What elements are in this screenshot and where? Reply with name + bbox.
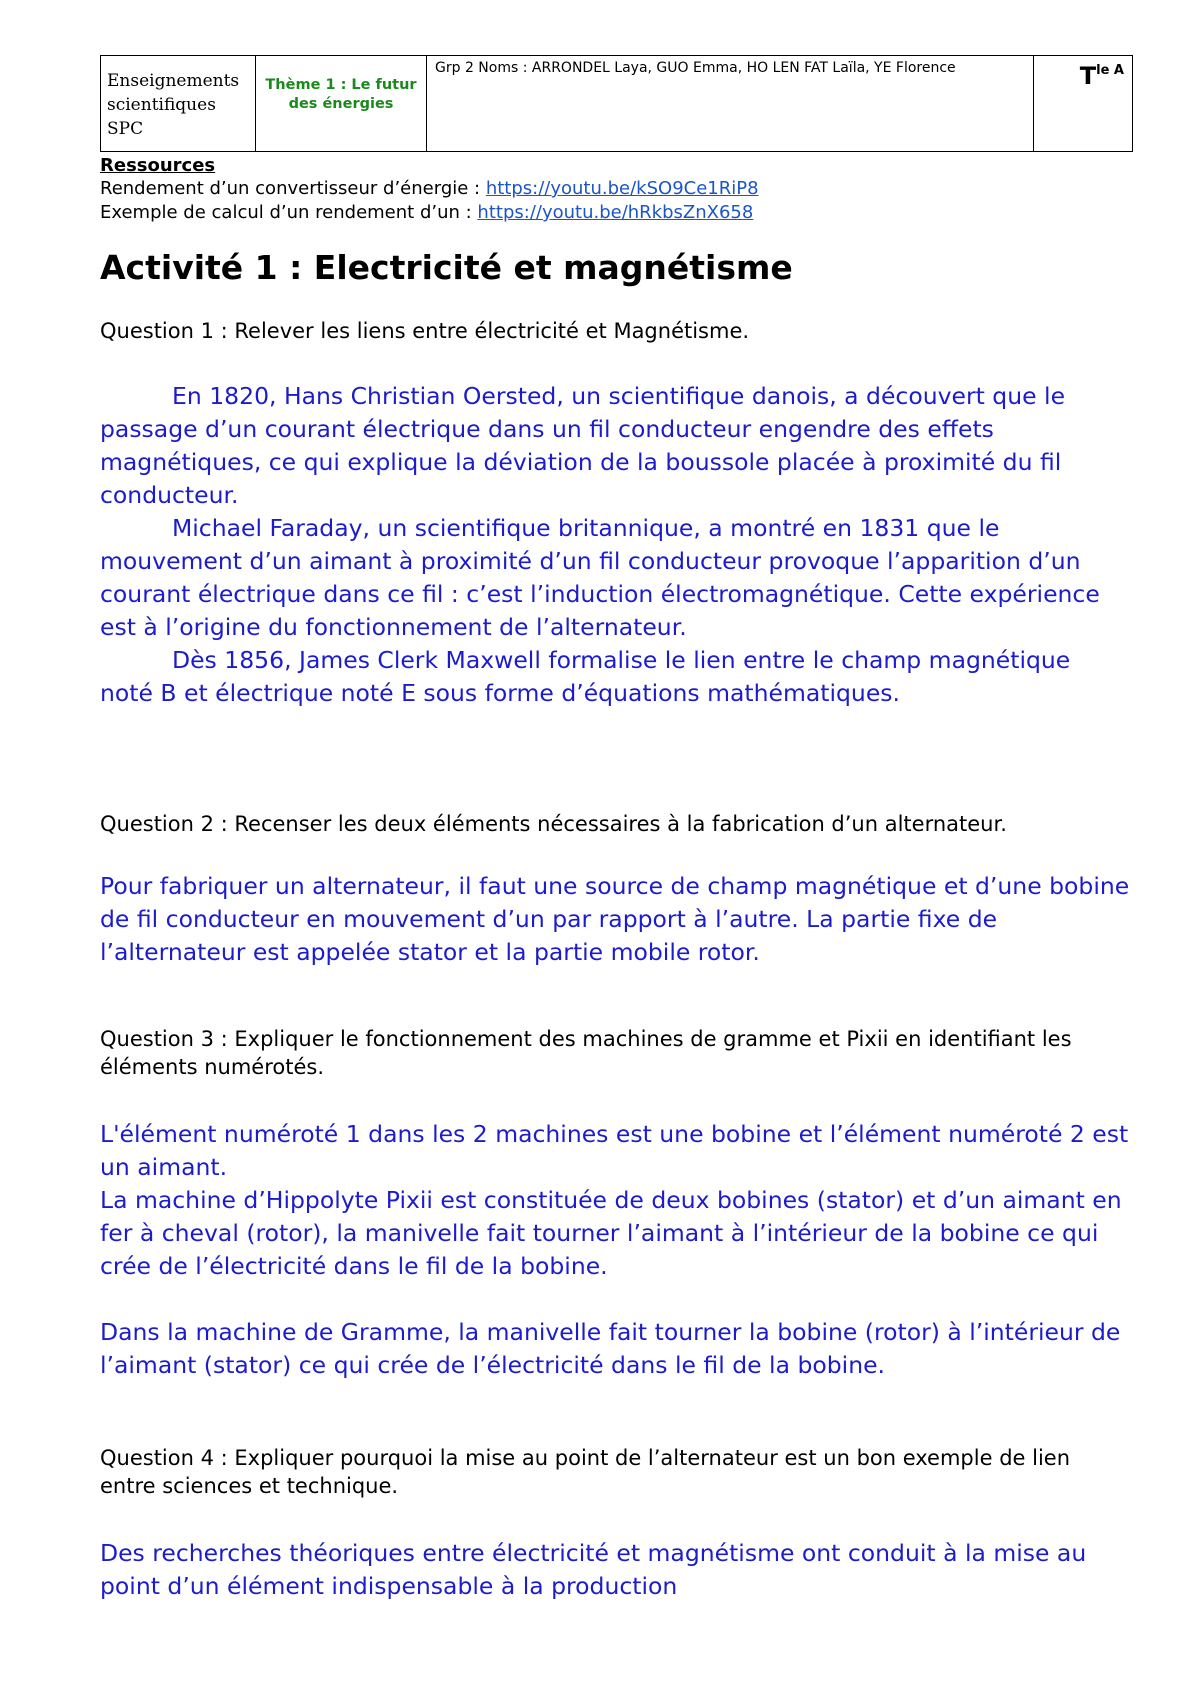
answer-paragraph: Michael Faraday, un scientifique britannique, a montré en 1831 que le mouvement d’un aimant à proximité d’un fil conducteur provoque l’apparition d’un courant électrique dans ce fil : c’est l’induction électromagnétique. Cette expérience est à l’origine du fonctionnement de l’alternateur. (100, 514, 1100, 641)
subject-line: SPC (107, 119, 144, 139)
resource-line-1 (100, 177, 1130, 201)
theme-cell: Thème 1 : Le futur des énergies (256, 56, 427, 151)
subject-line: Enseignements (107, 71, 240, 91)
class-letter: T (1079, 62, 1097, 90)
resource-line-2 (100, 201, 1130, 225)
subject-cell (101, 56, 256, 151)
resource-link-2[interactable]: https://youtu.be/hRkbsZnX658 (477, 202, 754, 223)
header-table (100, 55, 1133, 152)
question-2: Question 2 : Recenser les deux éléments nécessaires à la fabrication d’un alternateur. (100, 812, 1007, 836)
activity-title: Activité 1 : Electricité et magnétisme (100, 248, 793, 287)
answer-paragraph: Dès 1856, James Clerk Maxwell formalise le lien entre le champ magnétique noté B et électrique noté E sous forme d’équations mathématiques. (100, 646, 1071, 707)
resource-label: Exemple de calcul d’un rendement d’un : (100, 202, 478, 223)
resource-label: Rendement d’un convertisseur d’énergie : (100, 178, 486, 199)
resource-link-1[interactable]: https://youtu.be/kSO9Ce1RiP8 (485, 178, 759, 199)
group-names-cell: Grp 2 Noms : ARRONDEL Laya, GUO Emma, HO LEN FAT Laïla, YE Florence (427, 56, 1034, 151)
answer-3 (100, 1118, 1130, 1382)
answer-paragraph: En 1820, Hans Christian Oersted, un scientifique danois, a découvert que le passage d’un courant électrique dans un fil conducteur engendre des effets magnétiques, ce qui explique la déviation de la boussole placée à proximité du fil conducteur. (100, 382, 1066, 509)
answer-4: Des recherches théoriques entre électricité et magnétisme ont conduit à la mise au point d’un élément indispensable à la production (100, 1539, 1087, 1600)
answer-paragraph: L'élément numéroté 1 dans les 2 machines est une bobine et l’élément numéroté 2 est un aimant. (100, 1120, 1129, 1181)
answer-2: Pour fabriquer un alternateur, il faut une source de champ magnétique et d’une bobine de fil conducteur en mouvement d’un par rapport à l’autre. La partie fixe de l’alternateur est appelée stator et la partie mobile rotor. (100, 872, 1130, 966)
answer-1 (100, 380, 1130, 710)
class-superscript: le A (1096, 63, 1124, 78)
question-1: Question 1 : Relever les liens entre électricité et Magnétisme. (100, 319, 750, 343)
class-cell (1034, 56, 1132, 151)
answer-paragraph: Dans la machine de Gramme, la manivelle fait tourner la bobine (rotor) à l’intérieur de l’aimant (stator) ce qui crée de l’électricité dans le fil de la bobine. (100, 1318, 1121, 1379)
question-4: Question 4 : Expliquer pourquoi la mise au point de l’alternateur est un bon exemple de lien entre sciences et technique. (100, 1446, 1071, 1498)
subject-line: scientifiques (107, 95, 216, 115)
resources-heading: Ressources (100, 155, 216, 176)
answer-paragraph: La machine d’Hippolyte Pixii est constituée de deux bobines (stator) et d’un aimant en fer à cheval (rotor), la manivelle fait tourner l’aimant à l’intérieur de la bobine ce qui crée de l’électricité dans le fil de la bobine. (100, 1186, 1122, 1280)
question-3: Question 3 : Expliquer le fonctionnement des machines de gramme et Pixii en identifiant les éléments numérotés. (100, 1027, 1072, 1079)
